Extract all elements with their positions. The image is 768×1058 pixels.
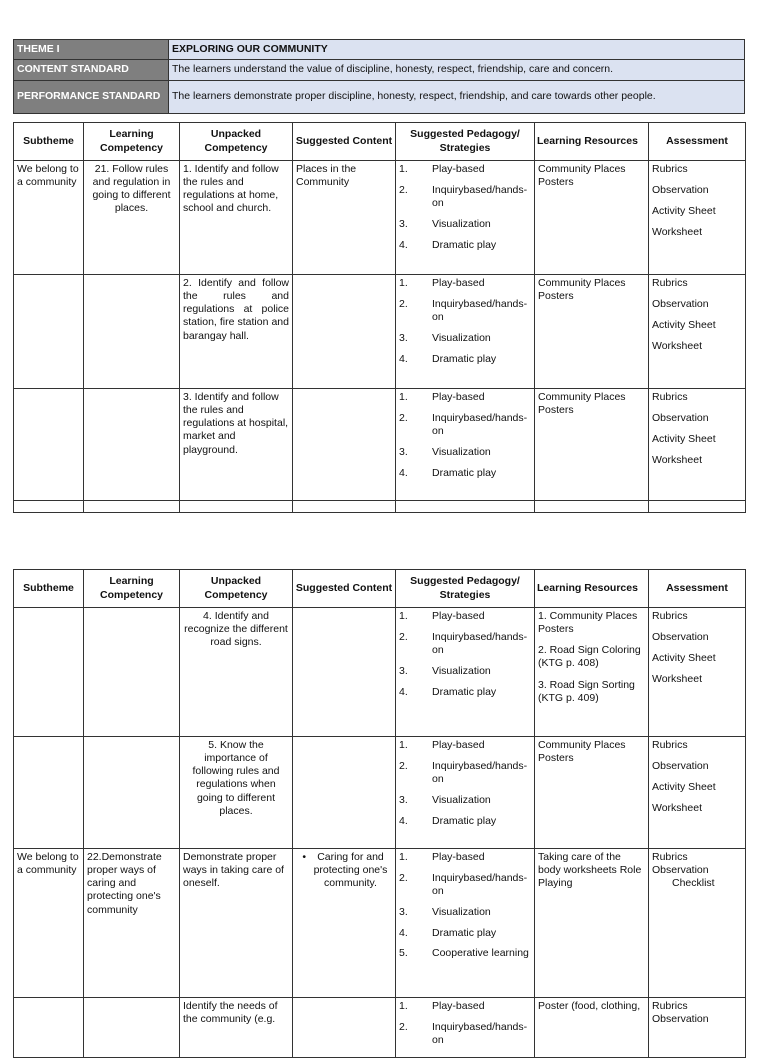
strategy-inquiry: Inquirybased/hands-on	[432, 871, 528, 898]
strategies-cell	[396, 161, 535, 275]
header-suggested-content: Suggested Content	[293, 123, 396, 161]
list-number: 1.	[399, 391, 408, 403]
list-number: 1.	[399, 163, 408, 175]
list-number: 1.	[399, 1000, 408, 1012]
strategy-dramatic-play: Dramatic play	[432, 238, 497, 251]
resources-cell: Community Places Posters	[535, 389, 649, 501]
strategy-play-based: Play-based	[432, 277, 485, 289]
header-row	[14, 570, 746, 608]
strategy-dramatic-play: Dramatic play	[432, 352, 497, 365]
header-unpacked-competency: Unpacked Competency	[180, 123, 293, 161]
header-assessment: Assessment	[649, 123, 746, 161]
unpacked-cell: 5. Know the importance of following rules and regulations when going to different places.	[180, 737, 293, 849]
assessment-observation: Observation	[652, 298, 709, 311]
strategy-play-based: Play-based	[432, 163, 485, 175]
resources-cell	[535, 608, 649, 737]
unpacked-cell: Identify the needs of the community (e.g.	[180, 998, 293, 1058]
content-cell	[293, 389, 396, 501]
header-subtheme: Subtheme	[14, 570, 84, 608]
assessment-cell	[649, 275, 746, 389]
strategy-inquiry: Inquirybased/hands-on	[432, 411, 528, 438]
header-row	[14, 123, 746, 161]
strategies-cell	[396, 849, 535, 998]
strategies-cell	[396, 389, 535, 501]
resources-cell: Community Places Posters	[535, 737, 649, 849]
strategy-visualization: Visualization	[432, 664, 491, 677]
competency-cell	[84, 608, 180, 737]
table-row	[14, 275, 746, 389]
header-suggested-pedagogy: Suggested Pedagogy/ Strategies	[396, 570, 535, 608]
header-learning-competency: Learning Competency	[84, 570, 180, 608]
assessment-observation: Observation	[652, 412, 709, 425]
header-suggested-pedagogy: Suggested Pedagogy/ Strategies	[396, 123, 535, 161]
resources-cell: Community Places Posters	[535, 161, 649, 275]
content-cell	[293, 737, 396, 849]
strategy-visualization: Visualization	[432, 793, 491, 806]
strategy-cooperative: Cooperative learning	[432, 947, 529, 960]
list-number: 4.	[399, 685, 408, 698]
strategy-inquiry: Inquirybased/hands-on	[432, 297, 528, 324]
theme-table	[13, 39, 745, 114]
assessment-activity-sheet: Activity Sheet	[652, 652, 716, 665]
content-cell: Places in the Community	[293, 161, 396, 275]
empty-cell	[14, 501, 84, 513]
assessment-worksheet: Worksheet	[652, 802, 702, 815]
table-row	[14, 737, 746, 849]
strategies-cell	[396, 998, 535, 1058]
table-row	[14, 389, 746, 501]
subtheme-cell	[14, 998, 84, 1058]
list-number: 2.	[399, 183, 408, 196]
list-number: 4.	[399, 926, 408, 939]
assessment-observation: Observation	[652, 760, 709, 773]
assessment-cell	[649, 389, 746, 501]
content-cell	[293, 998, 396, 1058]
empty-cell	[649, 501, 746, 513]
strategy-play-based: Play-based	[432, 739, 485, 751]
competency-cell	[84, 275, 180, 389]
assessment-worksheet: Worksheet	[652, 673, 702, 686]
list-number: 2.	[399, 411, 408, 424]
assessment-observation: Observation	[652, 864, 709, 877]
assessment-worksheet: Worksheet	[652, 226, 702, 239]
header-learning-competency: Learning Competency	[84, 123, 180, 161]
subtheme-cell	[14, 737, 84, 849]
competency-cell	[84, 737, 180, 849]
resources-cell: Taking care of the body worksheets Role Playing	[535, 849, 649, 998]
resource-item: 1. Community Places Posters	[538, 610, 638, 636]
assessment-observation: Observation	[652, 1013, 709, 1026]
bullet-icon: •	[302, 851, 306, 863]
unpacked-cell: Demonstrate proper ways in taking care of oneself.	[180, 849, 293, 998]
header-assessment: Assessment	[649, 570, 746, 608]
assessment-rubrics: Rubrics	[652, 163, 688, 175]
assessment-cell	[649, 161, 746, 275]
list-number: 4.	[399, 466, 408, 479]
table-row	[14, 998, 746, 1058]
table-row	[14, 501, 746, 513]
assessment-cell	[649, 737, 746, 849]
list-number: 2.	[399, 759, 408, 772]
unpacked-cell: 2. Identify and follow the rules and regulations at police station, fire station and barangay hall.	[180, 275, 293, 389]
header-learning-resources: Learning Resources	[535, 123, 649, 161]
list-number: 2.	[399, 1020, 408, 1033]
list-number: 4.	[399, 814, 408, 827]
theme-value: EXPLORING OUR COMMUNITY	[169, 40, 745, 60]
list-number: 5.	[399, 947, 408, 960]
unpacked-cell: 1. Identify and follow the rules and regulations at home, school and church.	[180, 161, 293, 275]
list-number: 4.	[399, 352, 408, 365]
strategy-inquiry: Inquirybased/hands-on	[432, 759, 528, 786]
strategy-visualization: Visualization	[432, 905, 491, 918]
strategies-cell	[396, 737, 535, 849]
empty-cell	[293, 501, 396, 513]
resources-cell: Community Places Posters	[535, 275, 649, 389]
list-number: 2.	[399, 297, 408, 310]
competency-cell: 22.Demonstrate proper ways of caring and protecting one's community	[84, 849, 180, 998]
list-number: 3.	[399, 905, 408, 918]
assessment-cell	[649, 608, 746, 737]
subtheme-cell: We belong to a community	[14, 161, 84, 275]
list-number: 1.	[399, 851, 408, 863]
resource-item: 3. Road Sign Sorting (KTG p. 409)	[538, 678, 635, 704]
strategy-inquiry: Inquirybased/hands-on	[432, 1020, 528, 1047]
content-cell	[293, 849, 396, 998]
list-number: 3.	[399, 664, 408, 677]
resources-cell: Poster (food, clothing,	[535, 998, 649, 1058]
strategy-play-based: Play-based	[432, 610, 485, 622]
resource-item: 2. Road Sign Coloring (KTG p. 408)	[538, 644, 641, 670]
assessment-rubrics: Rubrics	[652, 851, 688, 863]
list-number: 4.	[399, 238, 408, 251]
assessment-rubrics: Rubrics	[652, 391, 688, 403]
strategy-dramatic-play: Dramatic play	[432, 685, 497, 698]
content-cell	[293, 608, 396, 737]
list-number: 3.	[399, 217, 408, 230]
list-number: 2.	[399, 871, 408, 884]
competency-cell	[84, 389, 180, 501]
unpacked-cell: 4. Identify and recognize the different road signs.	[180, 608, 293, 737]
assessment-rubrics: Rubrics	[652, 277, 688, 289]
content-text: Caring for and protecting one's community.	[313, 851, 388, 890]
competency-cell	[84, 998, 180, 1058]
list-number: 3.	[399, 445, 408, 458]
assessment-cell	[649, 998, 746, 1058]
assessment-activity-sheet: Activity Sheet	[652, 781, 716, 794]
strategy-dramatic-play: Dramatic play	[432, 466, 497, 479]
unpacked-cell: 3. Identify and follow the rules and regulations at hospital, market and playground.	[180, 389, 293, 501]
empty-cell	[535, 501, 649, 513]
table-row	[14, 161, 746, 275]
header-suggested-content: Suggested Content	[293, 570, 396, 608]
assessment-rubrics: Rubrics	[652, 1000, 688, 1012]
assessment-observation: Observation	[652, 631, 709, 644]
strategy-visualization: Visualization	[432, 217, 491, 230]
list-number: 1.	[399, 610, 408, 622]
subtheme-cell	[14, 608, 84, 737]
strategy-visualization: Visualization	[432, 445, 491, 458]
empty-cell	[180, 501, 293, 513]
strategy-dramatic-play: Dramatic play	[432, 814, 497, 827]
competency-cell: 21. Follow rules and regulation in going to different places.	[84, 161, 180, 275]
header-subtheme: Subtheme	[14, 123, 84, 161]
assessment-activity-sheet: Activity Sheet	[652, 433, 716, 446]
assessment-worksheet: Worksheet	[652, 340, 702, 353]
strategy-play-based: Play-based	[432, 851, 485, 863]
strategy-inquiry: Inquirybased/hands-on	[432, 183, 528, 210]
strategies-cell	[396, 608, 535, 737]
assessment-activity-sheet: Activity Sheet	[652, 205, 716, 218]
performance-standard-label: PERFORMANCE STANDARD	[14, 81, 169, 114]
list-number: 2.	[399, 630, 408, 643]
subtheme-cell	[14, 275, 84, 389]
assessment-activity-sheet: Activity Sheet	[652, 319, 716, 332]
list-number: 3.	[399, 331, 408, 344]
list-number: 1.	[399, 739, 408, 751]
table-row	[14, 608, 746, 737]
strategy-inquiry: Inquirybased/hands-on	[432, 630, 528, 657]
strategy-play-based: Play-based	[432, 391, 485, 403]
content-standard-label: CONTENT STANDARD	[14, 60, 169, 81]
subtheme-cell: We belong to a community	[14, 849, 84, 998]
subtheme-cell	[14, 389, 84, 501]
assessment-cell	[649, 849, 746, 998]
list-number: 1.	[399, 277, 408, 289]
empty-cell	[84, 501, 180, 513]
assessment-observation: Observation	[652, 184, 709, 197]
content-cell	[293, 275, 396, 389]
table-row	[14, 849, 746, 998]
list-number: 3.	[399, 793, 408, 806]
strategy-play-based: Play-based	[432, 1000, 485, 1012]
empty-cell	[396, 501, 535, 513]
strategies-cell	[396, 275, 535, 389]
header-learning-resources: Learning Resources	[535, 570, 649, 608]
curriculum-table-2	[13, 569, 746, 1058]
curriculum-table-1	[13, 122, 746, 513]
assessment-rubrics: Rubrics	[652, 739, 688, 751]
assessment-worksheet: Worksheet	[652, 454, 702, 467]
assessment-checklist: Checklist	[672, 877, 715, 890]
strategy-visualization: Visualization	[432, 331, 491, 344]
content-standard-value: The learners understand the value of discipline, honesty, respect, friendship, care and concern.	[169, 60, 745, 81]
header-unpacked-competency: Unpacked Competency	[180, 570, 293, 608]
assessment-rubrics: Rubrics	[652, 610, 688, 622]
theme-label: THEME I	[14, 40, 169, 60]
performance-standard-value: The learners demonstrate proper discipline, honesty, respect, friendship, and care towards other people.	[169, 81, 745, 114]
strategy-dramatic-play: Dramatic play	[432, 926, 497, 939]
